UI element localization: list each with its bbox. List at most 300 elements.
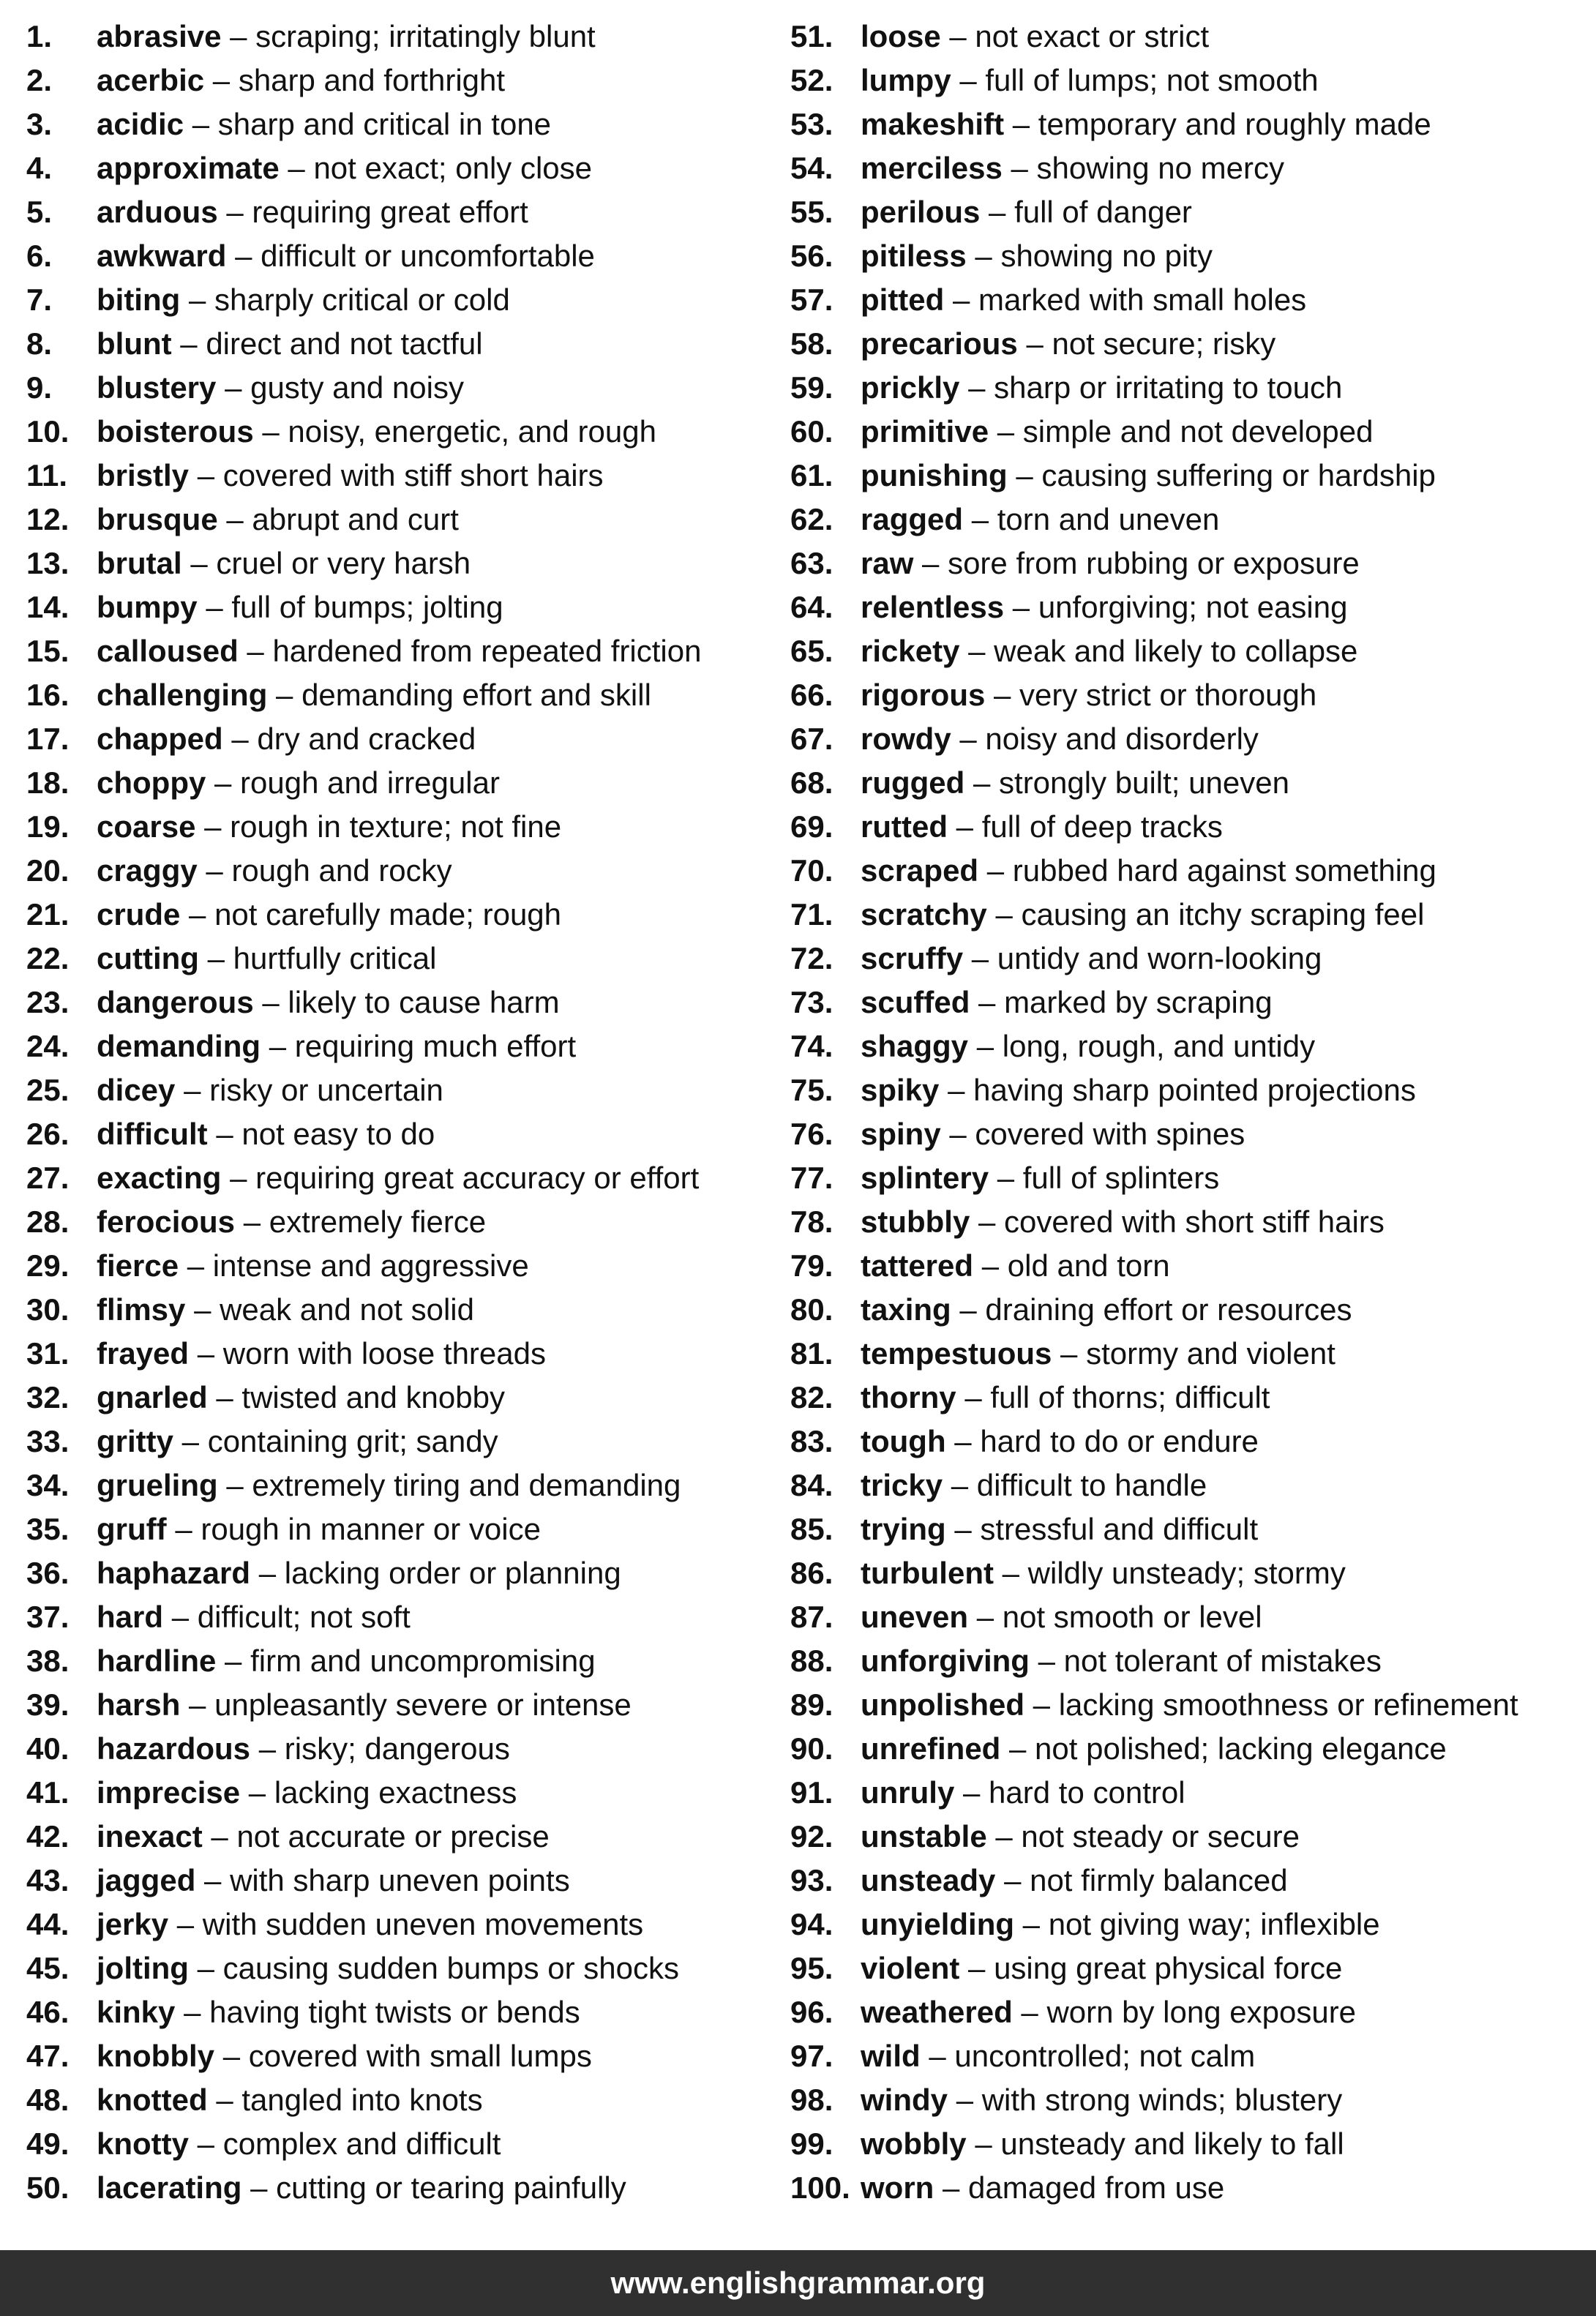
item-dash: –: [929, 2039, 946, 2073]
item-text: [861, 1420, 1259, 1464]
item-word: unforgiving: [861, 1644, 1030, 1678]
item-number: 35.: [26, 1512, 70, 1546]
item-number: 1.: [26, 19, 53, 53]
item-number: 45.: [26, 1951, 70, 1985]
item-dash: –: [194, 1292, 211, 1327]
item-word: wild: [861, 2039, 921, 2073]
item-text: [861, 673, 1316, 717]
item-number: 43.: [26, 1863, 70, 1897]
item-text: [861, 1332, 1335, 1376]
item-definition: rough and irregular: [240, 765, 500, 800]
item-dash: –: [276, 678, 293, 712]
list-item: [790, 541, 1592, 585]
list-item: [790, 1200, 1592, 1244]
item-definition: sore from rubbing or exposure: [948, 546, 1360, 580]
item-dash: –: [959, 63, 977, 97]
list-item: [790, 1946, 1592, 1990]
list-item: [26, 1771, 787, 1815]
item-definition: wildly unsteady; stormy: [1027, 1556, 1346, 1590]
list-item: [26, 2122, 787, 2166]
item-definition: draining effort or resources: [985, 1292, 1352, 1327]
item-text: [861, 1683, 1518, 1727]
list-item: [790, 1595, 1592, 1639]
item-dash: –: [963, 1775, 981, 1810]
item-text: [861, 1200, 1385, 1244]
item-word: abrasive: [97, 19, 222, 53]
list-item: [790, 849, 1592, 893]
item-text: [97, 1112, 435, 1156]
item-dash: –: [216, 1117, 233, 1151]
item-dash: –: [1011, 151, 1028, 185]
item-dash: –: [181, 1424, 200, 1458]
item-word: craggy: [97, 853, 198, 888]
item-text: [97, 322, 483, 366]
item-word: splintery: [861, 1161, 989, 1195]
list-item: [790, 893, 1592, 937]
item-dash: –: [197, 2126, 215, 2161]
item-dash: –: [976, 1600, 994, 1634]
item-number: 9.: [26, 370, 53, 405]
item-dash: –: [1012, 590, 1030, 624]
item-word: taxing: [861, 1292, 951, 1327]
list-item: [26, 1464, 787, 1507]
item-dash: –: [959, 722, 977, 756]
item-text: [861, 190, 1192, 234]
item-text: [97, 1156, 699, 1200]
item-word: tempestuous: [861, 1336, 1052, 1371]
list-item: [26, 805, 787, 849]
item-text: [97, 278, 510, 322]
item-dash: –: [197, 1336, 215, 1371]
list-item: [26, 1288, 787, 1332]
item-definition: having tight twists or bends: [209, 1995, 580, 2029]
item-number: 14.: [26, 590, 70, 624]
item-number: 6.: [26, 239, 53, 273]
item-text: [861, 1068, 1416, 1112]
item-word: dangerous: [97, 985, 254, 1019]
item-text: [861, 1990, 1356, 2034]
list-item: [790, 1156, 1592, 1200]
item-definition: showing no pity: [1000, 239, 1213, 273]
item-word: prickly: [861, 370, 960, 405]
item-dash: –: [986, 853, 1005, 888]
item-definition: not firmly balanced: [1030, 1863, 1288, 1897]
item-number: 62.: [790, 502, 833, 536]
list-item: [26, 234, 787, 278]
item-definition: not tolerant of mistakes: [1063, 1644, 1382, 1678]
item-definition: not carefully made; rough: [214, 897, 562, 932]
item-word: scraped: [861, 853, 979, 888]
list-item: [26, 1551, 787, 1595]
item-number: 40.: [26, 1731, 70, 1766]
item-text: [861, 1024, 1315, 1068]
item-text: [97, 2122, 501, 2166]
item-number: 71.: [790, 897, 833, 932]
list-item: [790, 1903, 1592, 1946]
item-dash: –: [949, 19, 967, 53]
item-number: 69.: [790, 809, 833, 844]
item-number: 96.: [790, 1995, 833, 2029]
item-number: 97.: [790, 2039, 833, 2073]
item-dash: –: [230, 19, 247, 53]
item-text: [97, 1024, 576, 1068]
item-text: [861, 498, 1219, 541]
item-definition: long, rough, and untidy: [1002, 1029, 1316, 1063]
item-dash: –: [225, 1644, 242, 1678]
item-number: 58.: [790, 326, 833, 361]
item-number: 11.: [26, 458, 68, 492]
list-item: [790, 454, 1592, 498]
item-definition: lacking smoothness or refinement: [1058, 1687, 1518, 1722]
item-number: 83.: [790, 1424, 833, 1458]
item-number: 86.: [790, 1556, 833, 1590]
item-number: 65.: [790, 634, 833, 668]
item-definition: requiring great effort: [252, 195, 528, 229]
item-word: jerky: [97, 1907, 169, 1941]
item-word: crude: [97, 897, 181, 932]
item-word: exacting: [97, 1161, 222, 1195]
item-number: 17.: [26, 722, 70, 756]
item-dash: –: [214, 765, 232, 800]
item-dash: –: [1022, 1907, 1041, 1941]
item-word: spiky: [861, 1073, 940, 1107]
list-item: [790, 717, 1592, 761]
item-definition: abrupt and curt: [252, 502, 459, 536]
list-item: [790, 278, 1592, 322]
item-dash: –: [197, 1951, 214, 1985]
footer-url[interactable]: www.englishgrammar.org: [610, 2266, 986, 2300]
item-definition: hardened from repeated friction: [272, 634, 702, 668]
list-item: [790, 1639, 1592, 1683]
list-item: [790, 1859, 1592, 1903]
item-dash: –: [206, 853, 223, 888]
item-definition: causing suffering or hardship: [1041, 458, 1436, 492]
list-item: [790, 1727, 1592, 1771]
item-dash: –: [949, 1117, 967, 1151]
item-definition: not steady or secure: [1021, 1819, 1300, 1854]
item-text: [97, 629, 701, 673]
list-item: [26, 366, 787, 410]
list-item: [26, 1595, 787, 1639]
word-list: [0, 15, 1596, 2239]
item-word: punishing: [861, 458, 1008, 492]
list-item: [26, 1727, 787, 1771]
item-text: [861, 1771, 1185, 1815]
item-text: [97, 849, 452, 893]
item-text: [97, 190, 528, 234]
item-text: [861, 717, 1259, 761]
item-dash: –: [188, 282, 206, 317]
item-word: makeshift: [861, 107, 1005, 141]
item-text: [97, 893, 561, 937]
item-word: hard: [97, 1600, 164, 1634]
item-number: 54.: [790, 151, 833, 185]
item-dash: –: [971, 502, 989, 536]
item-word: turbulent: [861, 1556, 994, 1590]
list-item: [26, 1859, 787, 1903]
list-item: [26, 190, 787, 234]
item-text: [861, 1639, 1382, 1683]
item-definition: full of lumps; not smooth: [985, 63, 1319, 97]
item-text: [861, 1727, 1447, 1771]
item-definition: worn with loose threads: [222, 1336, 546, 1371]
item-text: [97, 1771, 517, 1815]
list-item: [26, 410, 787, 454]
item-number: 22.: [26, 941, 70, 975]
item-word: hazardous: [97, 1731, 251, 1766]
item-number: 38.: [26, 1644, 70, 1678]
item-definition: with sudden uneven movements: [202, 1907, 644, 1941]
item-word: rowdy: [861, 722, 951, 756]
item-word: rickety: [861, 634, 960, 668]
item-text: [861, 1551, 1346, 1595]
item-number: 78.: [790, 1204, 833, 1239]
item-dash: –: [994, 678, 1011, 712]
item-text: [861, 849, 1436, 893]
list-item: [790, 59, 1592, 102]
item-number: 34.: [26, 1468, 70, 1502]
item-dash: –: [956, 2083, 974, 2117]
item-text: [97, 2034, 592, 2078]
item-dash: –: [954, 1424, 972, 1458]
item-text: [97, 673, 651, 717]
item-text: [97, 1859, 570, 1903]
list-item: [790, 761, 1592, 805]
item-definition: sharp or irritating to touch: [994, 370, 1343, 405]
item-definition: unpleasantly severe or intense: [214, 1687, 632, 1722]
item-text: [97, 1200, 486, 1244]
item-dash: –: [175, 1512, 192, 1546]
list-item: [790, 146, 1592, 190]
item-word: raw: [861, 546, 914, 580]
list-item: [790, 1288, 1592, 1332]
footer-bar: [0, 2250, 1596, 2316]
item-definition: untidy and worn-looking: [997, 941, 1322, 975]
item-number: 2.: [26, 63, 53, 97]
item-dash: –: [204, 809, 222, 844]
list-item: [26, 1990, 787, 2034]
item-word: unstable: [861, 1819, 987, 1854]
item-text: [861, 629, 1357, 673]
item-dash: –: [1002, 1556, 1019, 1590]
item-number: 75.: [790, 1073, 833, 1107]
item-dash: –: [171, 1600, 190, 1634]
item-dash: –: [1021, 1995, 1038, 2029]
item-definition: marked with small holes: [978, 282, 1307, 317]
item-definition: rubbed hard against something: [1012, 853, 1436, 888]
item-word: harsh: [97, 1687, 181, 1722]
item-definition: not secure; risky: [1052, 326, 1276, 361]
item-definition: damaged from use: [968, 2170, 1225, 2205]
item-word: coarse: [97, 809, 196, 844]
item-number: 37.: [26, 1600, 70, 1634]
item-number: 18.: [26, 765, 70, 800]
item-text: [861, 102, 1431, 146]
list-item: [26, 15, 787, 59]
list-item: [790, 366, 1592, 410]
item-word: knotty: [97, 2126, 189, 2161]
item-text: [861, 234, 1213, 278]
item-definition: covered with short stiff hairs: [1004, 1204, 1385, 1239]
item-dash: –: [243, 1204, 261, 1239]
item-definition: sharply critical or cold: [214, 282, 510, 317]
item-word: merciless: [861, 151, 1003, 185]
item-definition: gusty and noisy: [250, 370, 464, 405]
list-item: [26, 2166, 787, 2210]
item-dash: –: [184, 1995, 201, 2029]
item-text: [861, 454, 1436, 498]
item-text: [861, 278, 1306, 322]
item-definition: sharp and forthright: [238, 63, 506, 97]
item-word: biting: [97, 282, 181, 317]
item-dash: –: [1060, 1336, 1078, 1371]
list-item: [26, 454, 787, 498]
item-dash: –: [952, 282, 970, 317]
item-definition: very strict or thorough: [1019, 678, 1317, 712]
item-number: 57.: [790, 282, 833, 317]
item-definition: noisy, energetic, and rough: [288, 414, 656, 449]
item-dash: –: [192, 107, 210, 141]
item-dash: –: [995, 1819, 1013, 1854]
item-definition: not smooth or level: [1002, 1600, 1262, 1634]
list-item: [26, 849, 787, 893]
item-number: 7.: [26, 282, 53, 317]
item-number: 95.: [790, 1951, 833, 1985]
item-text: [861, 59, 1319, 102]
item-dash: –: [180, 326, 198, 361]
item-text: [861, 1507, 1258, 1551]
item-word: wobbly: [861, 2126, 967, 2161]
item-number: 29.: [26, 1248, 70, 1283]
item-dash: –: [212, 63, 231, 97]
item-word: jagged: [97, 1863, 196, 1897]
item-word: violent: [861, 1951, 960, 1985]
item-dash: –: [968, 370, 986, 405]
item-word: primitive: [861, 414, 989, 449]
item-word: trying: [861, 1512, 946, 1546]
item-number: 33.: [26, 1424, 70, 1458]
item-word: unpolished: [861, 1687, 1024, 1722]
item-dash: –: [247, 634, 264, 668]
list-item: [26, 146, 787, 190]
list-item: [26, 1024, 787, 1068]
item-text: [861, 937, 1322, 981]
list-item: [26, 1112, 787, 1156]
item-number: 4.: [26, 151, 53, 185]
item-text: [861, 1376, 1270, 1420]
item-definition: stressful and difficult: [980, 1512, 1259, 1546]
item-text: [861, 2078, 1342, 2122]
item-definition: noisy and disorderly: [985, 722, 1259, 756]
item-definition: hurtfully critical: [233, 941, 437, 975]
item-number: 23.: [26, 985, 70, 1019]
item-text: [861, 1112, 1245, 1156]
item-text: [97, 761, 500, 805]
item-number: 98.: [790, 2083, 833, 2117]
item-number: 20.: [26, 853, 70, 888]
list-item: [26, 541, 787, 585]
item-word: demanding: [97, 1029, 261, 1063]
item-definition: stormy and violent: [1086, 1336, 1335, 1371]
item-definition: cutting or tearing painfully: [276, 2170, 626, 2205]
list-item: [790, 2078, 1592, 2122]
item-text: [861, 541, 1360, 585]
item-definition: sharp and critical in tone: [217, 107, 552, 141]
item-number: 79.: [790, 1248, 833, 1283]
item-definition: rough in texture; not fine: [230, 809, 562, 844]
item-definition: weak and not solid: [220, 1292, 474, 1327]
item-definition: torn and uneven: [997, 502, 1220, 536]
item-dash: –: [1004, 1863, 1022, 1897]
item-dash: –: [975, 239, 992, 273]
item-definition: lacking order or planning: [284, 1556, 621, 1590]
item-dash: –: [971, 941, 989, 975]
item-number: 63.: [790, 546, 833, 580]
item-definition: full of bumps; jolting: [231, 590, 503, 624]
item-text: [861, 585, 1347, 629]
item-text: [861, 1815, 1300, 1859]
item-number: 42.: [26, 1819, 70, 1854]
item-definition: covered with stiff short hairs: [222, 458, 604, 492]
item-definition: extremely tiring and demanding: [252, 1468, 681, 1502]
item-word: blustery: [97, 370, 217, 405]
item-text: [861, 146, 1284, 190]
item-word: windy: [861, 2083, 948, 2117]
item-number: 56.: [790, 239, 833, 273]
list-item: [26, 1244, 787, 1288]
list-item: [790, 15, 1592, 59]
item-dash: –: [222, 2039, 241, 2073]
list-item: [790, 1024, 1592, 1068]
list-item: [26, 2078, 787, 2122]
item-dash: –: [207, 941, 225, 975]
item-word: unyielding: [861, 1907, 1014, 1941]
item-definition: not easy to do: [241, 1117, 435, 1151]
item-text: [97, 1464, 681, 1507]
item-text: [97, 717, 476, 761]
item-dash: –: [258, 1731, 277, 1766]
item-dash: –: [197, 458, 215, 492]
item-dash: –: [288, 151, 305, 185]
item-definition: marked by scraping: [1004, 985, 1273, 1019]
item-definition: full of deep tracks: [981, 809, 1223, 844]
item-definition: covered with spines: [975, 1117, 1245, 1151]
item-text: [861, 2166, 1224, 2210]
item-dash: –: [189, 897, 206, 932]
item-text: [97, 1420, 498, 1464]
item-definition: risky or uncertain: [209, 1073, 443, 1107]
item-definition: strongly built; uneven: [999, 765, 1289, 800]
item-number: 68.: [790, 765, 833, 800]
item-word: acidic: [97, 107, 184, 141]
item-text: [97, 1376, 505, 1420]
list-item: [26, 629, 787, 673]
item-dash: –: [216, 1380, 233, 1414]
list-item: [26, 278, 787, 322]
item-word: loose: [861, 19, 941, 53]
list-item: [790, 2122, 1592, 2166]
item-number: 88.: [790, 1644, 833, 1678]
item-definition: showing no mercy: [1036, 151, 1285, 185]
item-dash: –: [1012, 107, 1030, 141]
item-definition: rough in manner or voice: [201, 1512, 541, 1546]
list-item: [26, 2034, 787, 2078]
item-word: acerbic: [97, 63, 205, 97]
list-item: [26, 981, 787, 1024]
item-text: [97, 541, 471, 585]
item-word: difficult: [97, 1117, 208, 1151]
item-word: boisterous: [97, 414, 254, 449]
